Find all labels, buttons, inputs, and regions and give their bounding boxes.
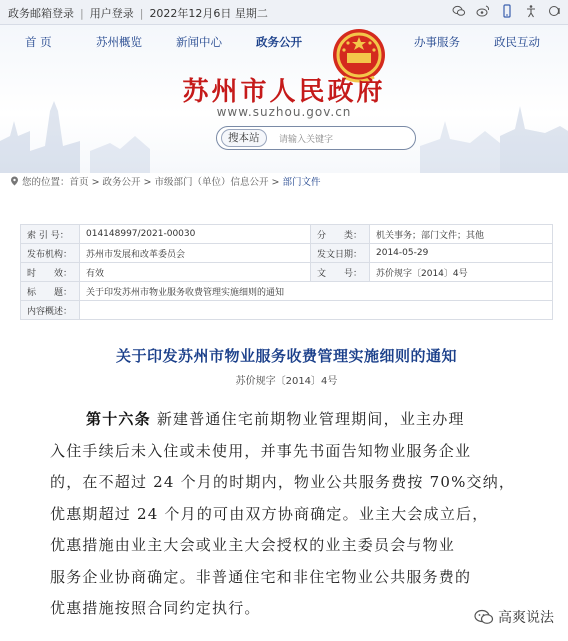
- document-info-table: [20, 224, 553, 320]
- breadcrumb-item-home[interactable]: 首页: [69, 177, 89, 188]
- site-url: www.suzhou.gov.cn: [216, 105, 352, 119]
- table-row: [21, 282, 553, 301]
- info-key: 索 引 号：: [21, 225, 80, 244]
- wechat-icon[interactable]: [452, 4, 466, 18]
- search-input[interactable]: 请输入关键字: [279, 135, 334, 145]
- weibo-icon[interactable]: [476, 4, 490, 18]
- current-date: 2022年12月6日 星期二: [149, 7, 268, 20]
- nav-item-services[interactable]: 办事服务: [414, 35, 460, 49]
- site-search: [216, 126, 416, 150]
- article-line: 服务企业协商确定。非普通住宅和非住宅物业公共服务费的: [50, 567, 472, 586]
- user-login-link[interactable]: 用户登录: [89, 7, 134, 20]
- breadcrumb-item-departments[interactable]: 市级部门（单位）信息公开: [154, 177, 269, 188]
- search-scope-button[interactable]: 搜本站: [221, 129, 267, 147]
- wechat-icon: [474, 609, 494, 625]
- document-title: 关于印发苏州市物业服务收费管理实施细则的通知: [115, 347, 457, 365]
- info-value: 014148997/2021-00030: [80, 225, 311, 244]
- info-value: 苏州市发展和改革委员会: [80, 244, 311, 263]
- table-row: [21, 263, 553, 282]
- article-line: 入住手续后未入住或未使用，并事先书面告知物业服务企业: [50, 441, 472, 460]
- nav-item-overview[interactable]: 苏州概览: [96, 35, 142, 49]
- info-value: 苏价规字〔2014〕4号: [370, 263, 553, 282]
- info-key: 发布机构：: [21, 244, 80, 263]
- watermark: [474, 607, 554, 627]
- elder-mode-icon[interactable]: [548, 4, 562, 18]
- site-header: [0, 25, 568, 173]
- table-row: [21, 301, 553, 320]
- top-utility-bar: [0, 0, 568, 25]
- info-value: [80, 301, 553, 320]
- site-title: 苏州市人民政府: [182, 77, 386, 107]
- main-nav: [0, 31, 568, 51]
- breadcrumb-item-gov-affairs[interactable]: 政务公开: [102, 177, 141, 188]
- article-line: 优惠期超过 24 个月的可由双方协商确定。业主大会成立后，: [50, 504, 489, 523]
- nav-item-news[interactable]: 新闻中心: [176, 35, 222, 49]
- info-key: 标 题：: [21, 282, 80, 301]
- breadcrumb-prefix: 您的位置：: [22, 177, 70, 188]
- info-key: 发文日期：: [311, 244, 370, 263]
- info-value: 关于印发苏州市物业服务收费管理实施细则的通知: [80, 282, 553, 301]
- info-value: 机关事务；部门文件；其他: [370, 225, 553, 244]
- breadcrumb-item-dept-files[interactable]: 部门文件: [282, 177, 321, 188]
- watermark-text: 高爽说法: [498, 610, 554, 626]
- nav-item-interaction[interactable]: 政民互动: [494, 35, 540, 49]
- article-lead: 第十六条: [86, 410, 151, 428]
- info-key: 内容概述：: [21, 301, 80, 320]
- info-key: 时 效：: [21, 263, 80, 282]
- nav-item-home[interactable]: 首 页: [25, 35, 52, 49]
- mobile-icon[interactable]: [500, 4, 514, 18]
- breadcrumb: 您的位置：首页 > 政务公开 > 市级部门（单位）信息公开 > 部门文件: [10, 174, 321, 188]
- document-number: 苏价规字〔2014〕4号: [235, 376, 338, 387]
- info-key: 分 类：: [311, 225, 370, 244]
- location-pin-icon: [10, 176, 19, 186]
- top-links: 政务邮箱登录 | 用户登录 | 2022年12月6日 星期二: [8, 7, 268, 20]
- article-line: 优惠措施由业主大会或业主大会授权的业主委员会与物业: [50, 536, 456, 554]
- top-tools: [452, 4, 562, 18]
- info-key: 文 号：: [311, 263, 370, 282]
- info-value: 有效: [80, 263, 311, 282]
- accessibility-icon[interactable]: [524, 4, 538, 18]
- table-row: [21, 244, 553, 263]
- article-body: [50, 404, 556, 625]
- info-value: 2014-05-29: [370, 244, 553, 263]
- email-login-link[interactable]: 政务邮箱登录: [8, 7, 74, 20]
- article-line: 优惠措施按照合同约定执行。: [50, 599, 261, 617]
- nav-item-gov-affairs[interactable]: 政务公开: [256, 35, 302, 49]
- article-line: 的，在不超过 24 个月的时期内，物业公共服务费按 70%交纳，: [50, 473, 516, 491]
- table-row: [21, 225, 553, 244]
- article-line: 第十六条 新建普通住宅前期物业管理期间，业主办理: [86, 410, 465, 428]
